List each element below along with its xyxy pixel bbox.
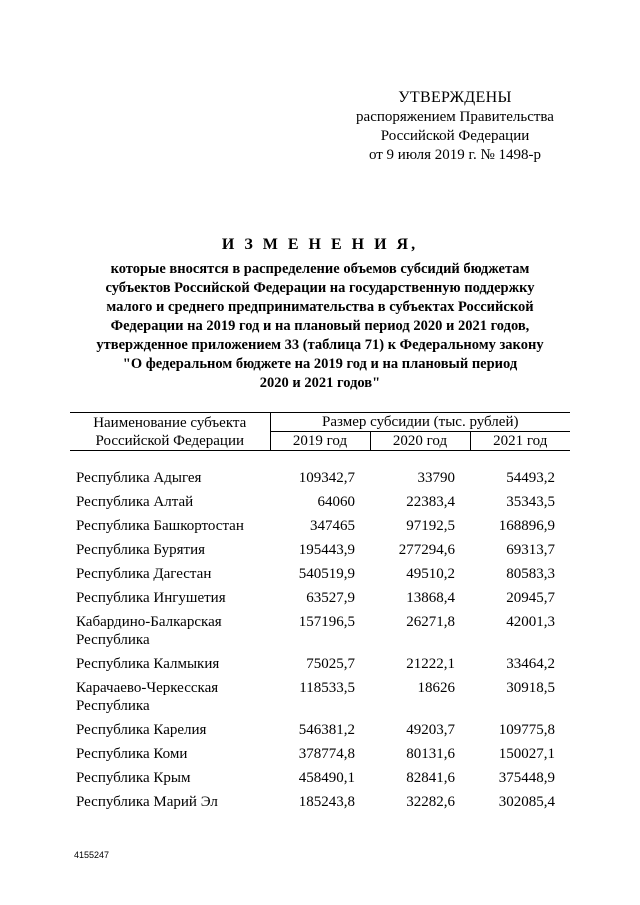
subsidy-cell-2021	[470, 469, 570, 493]
subsidy-cell-2021	[470, 565, 570, 589]
subsidy-cell-2021	[470, 745, 570, 769]
subsidy-value: 150027,1	[498, 746, 556, 762]
column-header-2020: 2020 год	[370, 432, 470, 451]
subsidy-cell-2020	[370, 679, 470, 721]
subsidy-value: 185243,8	[298, 794, 355, 810]
subsidy-cell-2020	[370, 721, 470, 745]
subsidy-cell-2019	[270, 613, 370, 655]
subsidy-value: 375448,9	[498, 770, 556, 786]
region-name: Республика Коми	[76, 746, 188, 762]
subsidy-cell-2019	[270, 745, 370, 769]
subsidy-cell-2021	[470, 589, 570, 613]
subsidy-value: 540519,9	[298, 566, 355, 582]
column-header-2021: 2021 год	[470, 432, 570, 451]
subsidy-value: 82841,6	[406, 770, 455, 786]
region-name: Республика Адыгея	[76, 470, 202, 486]
subsidy-value: 42001,3	[506, 614, 556, 630]
region-name: Республика Ингушетия	[76, 590, 226, 606]
column-group-header: Размер субсидии (тыс. рублей)	[270, 413, 570, 432]
subtitle-line: 2020 и 2021 годов"	[259, 375, 381, 391]
approval-heading: УТВЕРЖДЕНЫ	[398, 89, 512, 106]
approval-line-3: от 9 июля 2019 г. № 1498-р	[368, 147, 542, 163]
subtitle-line: Федерации на 2019 год и на плановый период 2020 и 2021 годов,	[110, 318, 530, 334]
subsidy-value: 35343,5	[506, 494, 556, 510]
table-row	[70, 613, 570, 655]
subsidy-cell-2020	[370, 493, 470, 517]
subsidy-value: 33464,2	[506, 656, 556, 672]
subtitle-line: субъектов Российской Федерации на государственную поддержку	[105, 280, 535, 296]
approval-block	[330, 88, 580, 165]
column-header-region	[70, 413, 270, 451]
subsidy-value: 63527,9	[306, 590, 355, 606]
subsidy-cell-2020	[370, 589, 470, 613]
subsidy-value: 277294,6	[398, 542, 455, 558]
subsidy-value: 21222,1	[406, 656, 455, 672]
subsidy-cell-2021	[470, 721, 570, 745]
subsidy-value: 546381,2	[298, 722, 355, 738]
subsidy-cell-2021	[470, 793, 570, 817]
region-name: Кабардино-Балкарская Республика	[76, 614, 222, 648]
subsidy-value: 80131,6	[406, 746, 455, 762]
subsidy-cell-2019	[270, 589, 370, 613]
subsidy-value: 97192,5	[406, 518, 455, 534]
subsidy-cell-2021	[470, 517, 570, 541]
subsidy-cell-2019	[270, 565, 370, 589]
region-name: Республика Башкортостан	[76, 518, 244, 534]
subsidy-value: 69313,7	[506, 542, 556, 558]
table-row	[70, 655, 570, 679]
subsidy-cell-2021	[470, 655, 570, 679]
subsidy-value: 378774,8	[298, 746, 355, 762]
subsidy-value: 49510,2	[406, 566, 455, 582]
subsidy-cell-2019	[270, 493, 370, 517]
table-row	[70, 493, 570, 517]
subsidy-cell-2021	[470, 679, 570, 721]
subsidy-cell-2019	[270, 517, 370, 541]
region-name: Республика Бурятия	[76, 542, 206, 558]
table-row	[70, 589, 570, 613]
subsidy-value: 26271,8	[406, 614, 455, 630]
subsidy-cell-2019	[270, 793, 370, 817]
column-header-region-line-2: Российской Федерации	[95, 432, 244, 449]
subsidy-value: 347465	[310, 518, 355, 534]
column-header-2019: 2019 год	[270, 432, 370, 451]
region-name: Республика Алтай	[76, 494, 194, 510]
subsidy-value: 20945,7	[506, 590, 556, 606]
table-row	[70, 793, 570, 817]
region-name: Республика Карелия	[76, 722, 207, 738]
subsidy-table-wrapper	[70, 412, 570, 817]
subsidy-cell-2020	[370, 793, 470, 817]
table-row	[70, 679, 570, 721]
subsidy-value: 109342,7	[298, 470, 355, 486]
subsidy-cell-2019	[270, 541, 370, 565]
subsidy-value: 22383,4	[406, 494, 455, 510]
table-row	[70, 721, 570, 745]
table-row	[70, 565, 570, 589]
subsidy-table	[70, 412, 570, 817]
document-title: И З М Е Н Е Н И Я,	[221, 236, 419, 253]
subsidy-cell-2021	[470, 541, 570, 565]
subsidy-value: 157196,5	[298, 614, 355, 630]
subsidy-cell-2019	[270, 679, 370, 721]
subsidy-cell-2020	[370, 613, 470, 655]
subsidy-cell-2020	[370, 517, 470, 541]
table-row	[70, 517, 570, 541]
subsidy-value: 33790	[417, 470, 455, 486]
document-subtitle	[70, 260, 570, 393]
subsidy-value: 32282,6	[406, 794, 455, 810]
subsidy-cell-2020	[370, 769, 470, 793]
subtitle-line: "О федеральном бюджете на 2019 год и на плановый период	[122, 356, 518, 372]
subsidy-cell-2020	[370, 469, 470, 493]
approval-line-2: Российской Федерации	[380, 128, 530, 144]
subsidy-value: 109775,8	[498, 722, 556, 738]
subtitle-line: малого и среднего предпринимательства в субъектах Российской	[106, 299, 534, 315]
subsidy-value: 13868,4	[406, 590, 455, 606]
region-name: Карачаево-Черкесская Республика	[76, 680, 219, 714]
approval-line-1: распоряжением Правительства	[356, 109, 554, 125]
subsidy-cell-2020	[370, 655, 470, 679]
region-name: Республика Марий Эл	[76, 794, 218, 810]
region-name: Республика Дагестан	[76, 566, 212, 582]
subsidy-cell-2019	[270, 469, 370, 493]
table-body	[70, 451, 570, 818]
document-code: 4155247	[74, 850, 110, 860]
subsidy-cell-2020	[370, 745, 470, 769]
subsidy-cell-2019	[270, 721, 370, 745]
subsidy-value: 168896,9	[498, 518, 556, 534]
subsidy-cell-2021	[470, 493, 570, 517]
subsidy-value: 80583,3	[506, 566, 556, 582]
subsidy-value: 118533,5	[299, 680, 355, 696]
column-header-region-line-1: Наименование субъекта	[93, 414, 247, 431]
subsidy-cell-2019	[270, 655, 370, 679]
table-row	[70, 769, 570, 793]
subsidy-cell-2021	[470, 613, 570, 655]
table-row	[70, 469, 570, 493]
subtitle-line: утвержденное приложением 33 (таблица 71) к Федеральному закону	[96, 337, 544, 353]
subsidy-value: 64060	[317, 494, 355, 510]
region-name: Республика Крым	[76, 770, 191, 786]
subsidy-cell-2020	[370, 565, 470, 589]
subtitle-line: которые вносятся в распределение объемов субсидий бюджетам	[110, 261, 530, 277]
subsidy-value: 458490,1	[298, 770, 355, 786]
subsidy-value: 30918,5	[506, 680, 556, 696]
table-row	[70, 745, 570, 769]
subsidy-value: 75025,7	[306, 656, 355, 672]
subsidy-value: 195443,9	[298, 542, 355, 558]
table-row	[70, 541, 570, 565]
subsidy-value: 54493,2	[506, 470, 556, 486]
subsidy-value: 49203,7	[406, 722, 455, 738]
region-name: Республика Калмыкия	[76, 656, 220, 672]
subsidy-cell-2020	[370, 541, 470, 565]
subsidy-cell-2021	[470, 769, 570, 793]
subsidy-value: 302085,4	[498, 794, 556, 810]
subsidy-value: 18626	[417, 680, 455, 696]
subsidy-cell-2019	[270, 769, 370, 793]
document-title-block	[70, 236, 570, 393]
